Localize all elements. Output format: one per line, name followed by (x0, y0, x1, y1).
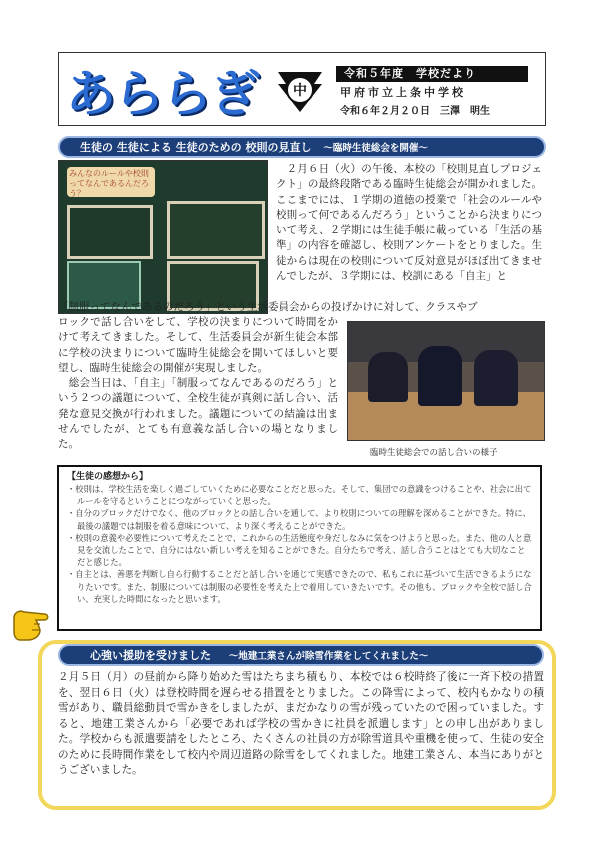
comment-item: ・校則は、学校生活を楽しく過ごしていくために必要なことだと思った。そして、集団での意識をつけることや、社会に出てルールを守るということにつながっていくと思った。 (67, 484, 532, 507)
section2-heading-main: 心強い援助を受けました (90, 649, 211, 662)
student-comments-box (57, 465, 542, 631)
comment-item: ・自主とは、善悪を判断し自ら行動することだと話し合いを通じて実感できたので、私もこれに基づいて生活できるようになりたいです。また、制服については制服の必要性を考えた上で着用していきたいです。その他も、ブロックや全校で話し合い、充実した時間になったと思います。 (67, 569, 532, 604)
pointing-hand-icon (10, 600, 56, 644)
section1-paragraph-2: 「制服ってなんであるのだろう」という生活委員会からの投げかけに対して、クラスやブ (58, 301, 478, 313)
section1-heading (58, 136, 546, 158)
section1-paragraph-1: ２月６日（火）の午後、本校の「校則見直しプロジェクト」の最終段階である臨時生徒総会が開かれました。ここまでには、１学期の道徳の授業で「社会のルールや校則って何であるんだろう」ということから決まりについて考え、２学期には生徒手帳に載っている「生活の基準」の内容を確認し、校則アンケートをとりました。生徒からは現在の校則について反対意見がほぼ出てきませんでしたが、３学期には、校訓にある「自主」と (276, 163, 542, 283)
issue-date-author: 令和６年２月２０日 三澤 明生 (340, 106, 490, 117)
section1-heading-sub: ～臨時生徒総会を開催～ (323, 143, 428, 154)
section1-heading-main: 生徒の 生徒による 生徒のための 校則の見直し (80, 141, 312, 154)
newsletter-label: 令和５年度 学校だより (336, 66, 528, 82)
section2-heading (58, 644, 544, 666)
assembly-discussion-photo (347, 321, 545, 441)
emblem-char: 中 (293, 83, 307, 99)
comment-item: ・校則の意義や必要性について考えたことで、これからの生活態度や身だしなみに気をつけようと思った。また、他の人と意見を交流したことで、自分にはない新しい考えを知ることができた。自分たちで考え、話し合うことはとても大切なことだと感じた。 (67, 532, 532, 568)
photo-caption: 臨時生徒総会での話し合いの様子 (370, 448, 498, 458)
section2-body: ２月５日（月）の昼前から降り始めた雪はたちまち積もり、本校では６校時終了後に一斉下校の措置を、翌日６日（火）は登校時間を遅らせる措置をとりました。この降雪によって、校内もかなりの積雪があり、職員総動員で雪かきをしましたが、まだかなりの雪が残っていたので困っていました。すると、地建工業さんから「必要であれば学校の雪かきに社員を派遣します」との申し出がありました。学校からも派遣要請をしたところ、たくさんの社員の方が除雪道具や重機を使って、生徒の安全のために長時間作業をして校内や周辺道路の除雪をしてくれました。地建工業さん、本当にありがとうございました。 (58, 671, 544, 776)
section1-paragraph-3: ロックで話し合いをして、学校の決まりについて時間をかけて考えてきました。そして、生活委員会が新生徒会本部に学校の決まりについて臨時生徒総会を開いてほしいと要望し、臨時生徒総会の開催が実現しました。 総会当日は、「自主」「制服ってなんであるのだろう」という２つの議題について、全校生徒が真剣に話し合い、活発な意見交換が行われました。議題についての結論は出ませんでしたが、とても有意義な話し合いの場となりました。 (58, 316, 338, 451)
photo-poster-title: みんなのルールや校則ってなんであるんだろう？ (67, 167, 155, 197)
poster-board-photo (58, 160, 268, 314)
newsletter-title: あららぎ (66, 65, 258, 123)
school-name: 甲府市立上条中学校 (340, 86, 466, 99)
school-emblem-icon (272, 62, 328, 118)
section2-heading-sub: ～地建工業さんが除雪作業をしてくれました～ (228, 651, 429, 662)
student-comments-title: 【生徒の感想から】 (67, 472, 149, 482)
comment-item: ・自分のブロックだけでなく、他のブロックとの話し合いを通して、より校則についての理解を深めることができた。特に、最後の議題では制服を着る意味について、より深く考えることができた。 (67, 508, 531, 531)
